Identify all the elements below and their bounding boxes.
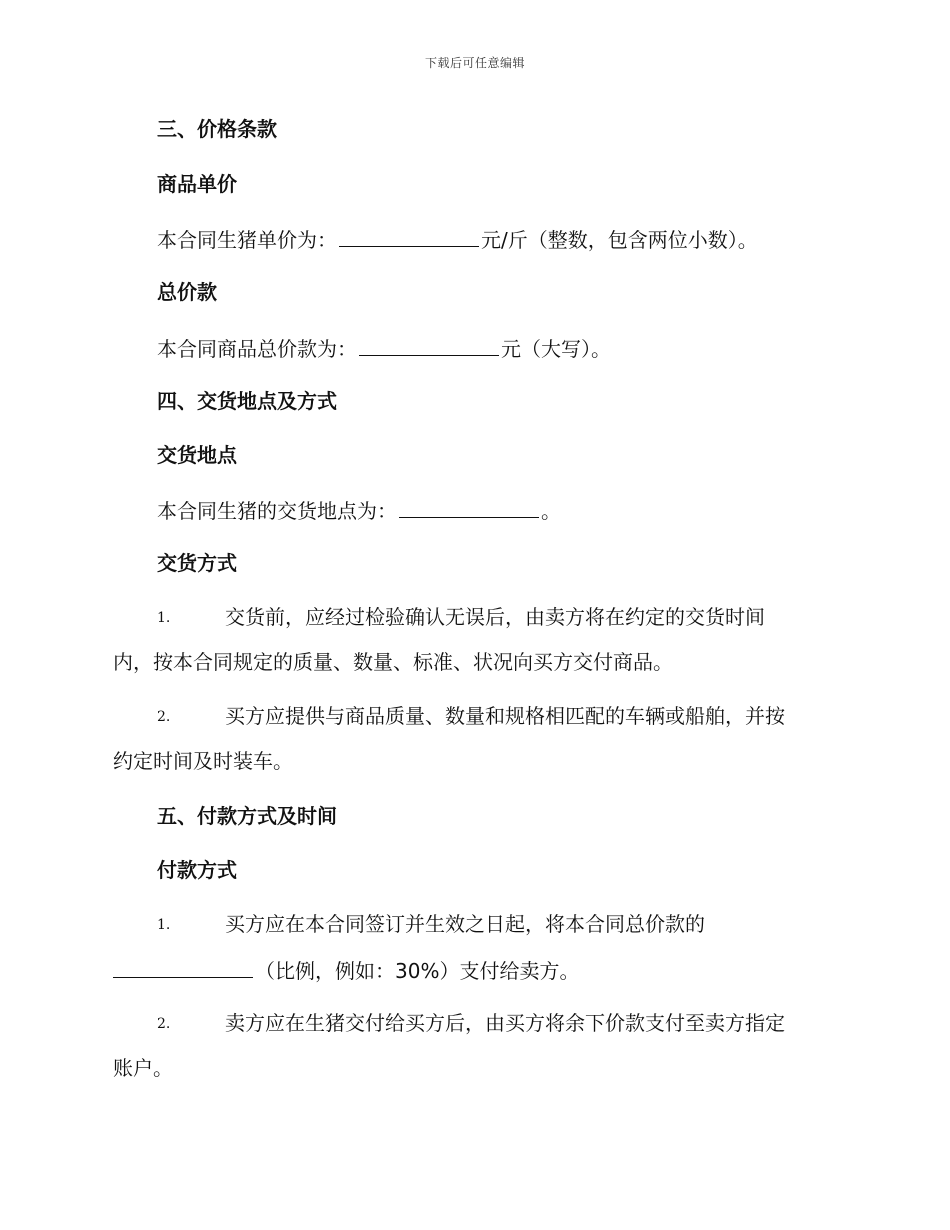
payment-item-2-line-1: 卖方应在生猪交付给买方后，由买方将余下价款支付至卖方指定 bbox=[225, 1011, 785, 1035]
delivery-location-paragraph bbox=[157, 495, 561, 525]
delivery-location-blank bbox=[399, 495, 539, 518]
unit-price-suffix: 元/斤（整数，包含两位小数）。 bbox=[481, 228, 758, 252]
delivery-method-heading: 交货方式 bbox=[157, 551, 237, 575]
unit-price-heading: 商品单价 bbox=[157, 172, 237, 196]
section-3-title: 三、价格条款 bbox=[157, 117, 277, 141]
delivery-item-2-line-1: 买方应提供与商品质量、数量和规格相匹配的车辆或船舶，并按 bbox=[225, 704, 785, 728]
section-5-title: 五、付款方式及时间 bbox=[157, 804, 337, 828]
total-price-suffix: 元（大写）。 bbox=[501, 337, 611, 361]
total-price-heading: 总价款 bbox=[157, 280, 217, 304]
delivery-location-suffix: 。 bbox=[541, 499, 561, 523]
unit-price-blank bbox=[339, 224, 479, 247]
unit-price-paragraph bbox=[157, 224, 758, 254]
payment-method-heading: 付款方式 bbox=[157, 858, 237, 882]
delivery-item-1-line-2: 内，按本合同规定的质量、数量、标准、状况向买方交付商品。 bbox=[113, 650, 673, 674]
section-4-title: 四、交货地点及方式 bbox=[157, 389, 337, 413]
delivery-item-1-number: 1. bbox=[157, 610, 171, 626]
unit-price-prefix: 本合同生猪单价为： bbox=[157, 228, 337, 252]
total-price-prefix: 本合同商品总价款为： bbox=[157, 337, 357, 361]
payment-item-1-line-1: 买方应在本合同签订并生效之日起，将本合同总价款的 bbox=[225, 912, 705, 936]
total-price-paragraph bbox=[157, 333, 611, 363]
payment-item-2-number: 2. bbox=[157, 1016, 171, 1032]
payment-item-1-line-2-suffix: （比例，例如：30%）支付给卖方。 bbox=[255, 959, 580, 983]
total-price-blank bbox=[359, 333, 499, 356]
page-header-note: 下载后可任意编辑 bbox=[424, 56, 525, 70]
payment-item-1-number: 1. bbox=[157, 917, 171, 933]
payment-item-2-line-2: 账户。 bbox=[113, 1056, 173, 1080]
payment-ratio-blank bbox=[113, 955, 253, 978]
delivery-item-2-number: 2. bbox=[157, 709, 171, 725]
delivery-location-prefix: 本合同生猪的交货地点为： bbox=[157, 499, 397, 523]
delivery-location-heading: 交货地点 bbox=[157, 443, 237, 467]
delivery-item-2-line-2: 约定时间及时装车。 bbox=[113, 749, 293, 773]
payment-item-1-line-2 bbox=[113, 955, 579, 985]
delivery-item-1-line-1: 交货前，应经过检验确认无误后，由卖方将在约定的交货时间 bbox=[225, 605, 765, 629]
